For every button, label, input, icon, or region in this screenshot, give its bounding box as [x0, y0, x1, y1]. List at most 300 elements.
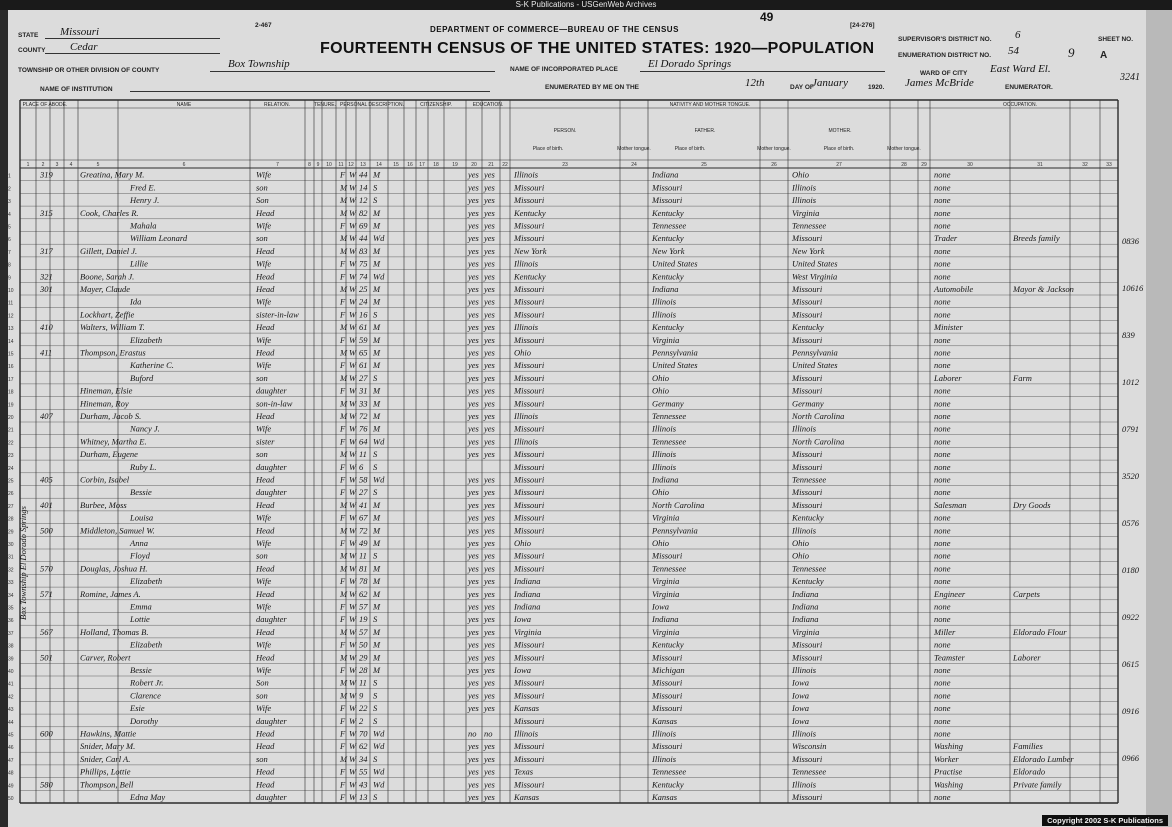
row-number: 15 [8, 351, 14, 358]
sex-value: M [340, 525, 348, 536]
race-value: W [349, 372, 357, 383]
enumerator-name: James McBride [905, 77, 974, 89]
township-value: Box Township [228, 58, 290, 70]
industry-value: Dry Goods [1013, 499, 1051, 510]
relation-value: Wife [256, 360, 272, 371]
incorporated-place-value: El Dorado Springs [648, 58, 732, 70]
sex-value: F [340, 741, 346, 752]
relation-value: Head [256, 474, 275, 485]
age-value: 11 [359, 449, 367, 460]
header-tenure: TENURE. [314, 102, 336, 108]
mother-birthplace-value: Missouri [792, 334, 823, 345]
person-name: Snider, Mary M. [80, 741, 136, 752]
relation-value: daughter [256, 461, 287, 472]
mother-birthplace-value: Pennsylvania [792, 347, 838, 358]
row-number: 30 [8, 542, 14, 548]
occupation-value: Worker [934, 753, 959, 764]
can-write-value: yes [484, 220, 495, 231]
can-read-value: yes [468, 411, 479, 421]
sex-value: F [340, 728, 346, 739]
column-number: 33 [1106, 162, 1112, 168]
person-name: Elizabeth [130, 639, 163, 650]
occupation-value: none [934, 360, 951, 371]
can-write-value: yes [484, 563, 495, 574]
person-name: Dorothy [130, 715, 159, 726]
column-number: 4 [69, 162, 73, 168]
header-occupation: OCCUPATION. [1003, 102, 1037, 108]
marital-status-value: Wd [373, 233, 385, 244]
father-birthplace-value: Virginia [652, 626, 680, 637]
enumeration-district-label: ENUMERATION DISTRICT NO. [898, 52, 992, 59]
person-name: Thompson, Bell [80, 779, 134, 790]
header-mother: MOTHER. [828, 128, 852, 134]
row-number: 3 [8, 199, 11, 206]
age-value: 19 [359, 614, 368, 625]
person-name: Anna [130, 538, 148, 548]
occupation-value: Practise [934, 766, 963, 777]
column-number: 3 [55, 162, 59, 168]
can-read-value: yes [468, 512, 479, 523]
father-birthplace-value: Virginia [652, 512, 680, 523]
marital-status-value: M [373, 360, 381, 371]
can-write-value: yes [484, 385, 495, 396]
relation-value: Head [256, 779, 275, 790]
relation-value: son [256, 550, 268, 561]
person-name: Durham, Jacob S. [80, 411, 142, 421]
incorporated-place-label: NAME OF INCORPORATED PLACE [510, 66, 618, 73]
marital-status-value: M [373, 296, 381, 307]
sex-value: M [340, 550, 348, 561]
person-name: Katherine C. [130, 360, 174, 371]
person-name: Hineman, Roy [80, 398, 129, 409]
father-birthplace-value: Ohio [652, 487, 669, 498]
can-read-value: yes [468, 677, 479, 688]
birthplace-value: Missouri [514, 309, 545, 320]
marital-status-value: S [373, 614, 378, 625]
occupation-value: none [934, 563, 951, 574]
age-value: 14 [359, 182, 368, 193]
industry-value: Eldorado Flour [1013, 626, 1067, 637]
mother-birthplace-value: United States [792, 360, 838, 371]
father-birthplace-value: Virginia [652, 576, 680, 587]
race-value: W [349, 512, 357, 523]
person-name: Elizabeth [130, 576, 163, 587]
can-read-value: yes [468, 626, 479, 637]
age-value: 41 [359, 499, 368, 510]
race-value: W [349, 182, 357, 193]
header-person: PERSON. [553, 128, 577, 134]
right-margin-note: 0180 [1122, 565, 1139, 575]
can-write-value: yes [484, 601, 495, 612]
can-read-value: yes [468, 550, 479, 561]
mother-birthplace-value: Virginia [792, 626, 820, 637]
birthplace-value: Indiana [514, 588, 541, 599]
sex-value: F [340, 220, 346, 231]
can-write-value: yes [484, 792, 495, 802]
race-value: W [349, 233, 357, 244]
can-write-value: yes [484, 322, 495, 333]
father-birthplace-value: Ohio [652, 372, 669, 383]
column-number: 11 [338, 162, 344, 168]
relation-value: son-in-law [256, 398, 293, 409]
race-value: W [349, 258, 357, 269]
birthplace-value: Ohio [514, 538, 531, 548]
can-read-value: yes [468, 614, 479, 625]
institution-label: NAME OF INSTITUTION [40, 86, 113, 93]
father-birthplace-value: Michigan [652, 665, 685, 675]
row-number: 39 [8, 656, 14, 663]
column-number: 7 [276, 162, 279, 168]
row-number: 35 [8, 605, 14, 612]
can-read-value: yes [468, 309, 479, 320]
row-number: 13 [8, 326, 14, 333]
race-value: W [349, 423, 357, 434]
can-write-value: yes [484, 182, 495, 193]
birthplace-value: Missouri [514, 423, 545, 434]
header-place-of-abode: PLACE OF ABODE. [22, 102, 68, 108]
row-number: 14 [8, 338, 14, 345]
race-value: W [349, 538, 357, 548]
marital-status-value: S [373, 195, 378, 206]
person-name: Ida [130, 296, 142, 307]
age-value: 70 [359, 728, 368, 739]
can-read-value: yes [468, 220, 479, 231]
relation-value: son [256, 372, 268, 383]
birthplace-value: Missouri [514, 296, 545, 307]
occupation-value: none [934, 690, 951, 701]
column-number: 9 [316, 162, 320, 168]
mother-birthplace-value: Illinois [792, 728, 817, 739]
can-write-value: yes [484, 665, 495, 675]
can-read-value: yes [468, 792, 479, 802]
occupation-value: none [934, 703, 951, 714]
column-number: 32 [1082, 162, 1088, 168]
can-write-value: yes [484, 576, 495, 587]
can-write-value: yes [484, 284, 495, 294]
occupation-value: Teamster [934, 652, 965, 663]
mother-birthplace-value: Indiana [792, 588, 819, 599]
sex-value: M [340, 322, 348, 333]
row-number: 40 [8, 669, 14, 675]
mother-birthplace-value: Missouri [792, 233, 823, 244]
can-read-value: yes [468, 423, 479, 434]
sex-value: F [340, 296, 346, 307]
row-number: 41 [8, 681, 14, 688]
can-write-value: yes [484, 703, 495, 714]
marital-status-value: M [373, 385, 381, 396]
marital-status-value: M [373, 576, 381, 587]
sex-value: F [340, 474, 346, 485]
industry-value: Eldorado Lumber [1013, 753, 1074, 764]
mother-birthplace-value: Missouri [792, 284, 823, 294]
dwelling-number: 571 [40, 588, 53, 599]
person-name: Mahala [130, 220, 157, 231]
age-value: 61 [359, 360, 368, 371]
father-birthplace-value: Indiana [652, 474, 679, 485]
person-name: Holland, Thomas B. [80, 626, 149, 637]
father-birthplace-value: Kentucky [652, 271, 684, 282]
occupation-value: none [934, 449, 951, 460]
can-read-value: yes [468, 690, 479, 701]
person-name: Fred E. [130, 182, 156, 193]
sex-value: M [340, 372, 348, 383]
age-value: 62 [359, 588, 368, 599]
person-name: Emma [130, 601, 152, 612]
father-birthplace-value: Tennessee [652, 766, 687, 777]
column-number: 14 [376, 162, 382, 168]
mother-birthplace-value: Missouri [792, 487, 823, 498]
right-margin-note: 0916 [1122, 706, 1139, 716]
relation-value: son [256, 233, 268, 244]
birthplace-value: New York [514, 245, 547, 256]
father-birthplace-value: Missouri [652, 677, 683, 688]
can-write-value: yes [484, 296, 495, 307]
race-value: W [349, 334, 357, 345]
row-number: 31 [8, 554, 14, 561]
relation-value: Head [256, 626, 275, 637]
person-name: Gillett, Daniel J. [80, 245, 138, 256]
can-write-value: yes [484, 309, 495, 320]
marital-status-value: S [373, 182, 378, 193]
sex-value: F [340, 360, 346, 371]
race-value: W [349, 398, 357, 409]
enumerator-label: ENUMERATOR. [1005, 84, 1053, 91]
header-nativity: NATIVITY AND MOTHER TONGUE. [669, 102, 751, 108]
column-number: 15 [393, 162, 399, 168]
birthplace-value: Missouri [514, 639, 545, 650]
marital-status-value: Wd [373, 436, 385, 447]
dwelling-number: 600 [40, 728, 53, 739]
father-birthplace-value: New York [652, 245, 685, 256]
can-write-value: yes [484, 207, 495, 218]
race-value: W [349, 779, 357, 790]
row-number: 36 [8, 618, 14, 625]
person-name: Corbin, Isabel [80, 474, 130, 485]
father-birthplace-value: Missouri [652, 195, 683, 206]
father-birthplace-value: Iowa [652, 601, 669, 612]
age-value: 57 [359, 626, 368, 637]
person-name: Esie [130, 703, 145, 714]
marital-status-value: M [373, 423, 381, 434]
relation-value: Head [256, 525, 275, 536]
father-birthplace-value: Tennessee [652, 563, 687, 574]
column-number: 27 [836, 162, 842, 168]
row-number: 49 [8, 783, 14, 790]
occupation-value: none [934, 423, 951, 434]
father-birthplace-value: Missouri [652, 182, 683, 193]
can-write-value: yes [484, 169, 495, 180]
column-number: 13 [360, 162, 366, 168]
age-value: 78 [359, 576, 368, 587]
occupation-value: none [934, 411, 951, 421]
marital-status-value: M [373, 639, 381, 650]
can-write-value: yes [484, 499, 495, 510]
marital-status-value: M [373, 322, 381, 333]
row-number: 33 [8, 580, 14, 587]
race-value: W [349, 715, 357, 726]
father-birthplace-value: Kentucky [652, 779, 684, 790]
birthplace-value: Missouri [514, 652, 545, 663]
dwelling-number: 410 [40, 322, 53, 333]
person-name: Carver, Robert [80, 652, 131, 663]
age-value: 12 [359, 195, 368, 206]
dwelling-number: 401 [40, 499, 53, 510]
dwelling-number: 405 [40, 474, 53, 485]
sex-value: F [340, 715, 346, 726]
birthplace-value: Missouri [514, 461, 545, 472]
father-birthplace-value: Pennsylvania [652, 525, 698, 536]
marital-status-value: S [373, 487, 378, 498]
relation-value: Head [256, 588, 275, 599]
person-name: Henry J. [130, 195, 160, 206]
birthplace-value: Texas [514, 766, 534, 777]
row-number: 45 [8, 732, 14, 739]
race-value: W [349, 449, 357, 460]
relation-value: Head [256, 245, 275, 256]
relation-value: Head [256, 766, 275, 777]
supervisor-district-value: 6 [1015, 29, 1021, 41]
person-name: Louisa [130, 512, 154, 523]
can-read-value: yes [468, 271, 479, 282]
marital-status-value: Wd [373, 728, 385, 739]
state-value: Missouri [60, 26, 100, 38]
age-value: 44 [359, 233, 368, 244]
can-read-value: yes [468, 284, 479, 294]
birthplace-value: Missouri [514, 487, 545, 498]
father-birthplace-value: Illinois [652, 449, 677, 460]
occupation-value: none [934, 309, 951, 320]
row-number: 44 [8, 719, 14, 726]
person-name: William Leonard [130, 233, 188, 244]
birthplace-value: Missouri [514, 499, 545, 510]
column-number: 30 [967, 162, 973, 168]
right-margin-note: 1012 [1122, 377, 1139, 387]
race-value: W [349, 245, 357, 256]
mother-birthplace-value: Illinois [792, 779, 817, 790]
father-birthplace-value: Germany [652, 398, 684, 409]
age-value: 16 [359, 309, 368, 320]
relation-value: son [256, 449, 268, 460]
can-read-value: yes [468, 207, 479, 218]
can-read-value: yes [468, 563, 479, 574]
can-write-value: yes [484, 626, 495, 637]
relation-value: daughter [256, 385, 287, 396]
row-number: 5 [8, 224, 11, 231]
occupation-value: Trader [934, 233, 958, 244]
father-birthplace-value: Kentucky [652, 322, 684, 333]
occupation-value: none [934, 614, 951, 625]
industry-value: Private family [1013, 779, 1062, 790]
relation-value: Son [256, 677, 269, 688]
occupation-value: Washing [934, 779, 963, 790]
person-name: Durham, Eugene [80, 449, 138, 460]
occupation-value: none [934, 271, 951, 282]
industry-value: Breeds family [1013, 233, 1060, 244]
mother-birthplace-value: Missouri [792, 792, 823, 802]
row-number: 4 [8, 211, 11, 218]
relation-value: Head [256, 741, 275, 752]
race-value: W [349, 690, 357, 701]
right-margin-note: 0966 [1122, 753, 1139, 763]
age-value: 6 [359, 461, 364, 472]
birthplace-value: Missouri [514, 182, 545, 193]
race-value: W [349, 411, 357, 421]
birthplace-value: Missouri [514, 690, 545, 701]
marital-status-value: M [373, 284, 381, 294]
page-number: 49 [760, 10, 774, 24]
age-value: 11 [359, 550, 367, 561]
sex-value: M [340, 182, 348, 193]
can-read-value: yes [468, 665, 479, 675]
can-read-value: yes [468, 487, 479, 498]
row-number: 48 [8, 770, 14, 777]
race-value: W [349, 436, 357, 447]
marital-status-value: Wd [373, 271, 385, 282]
birthplace-value: Missouri [514, 385, 545, 396]
occupation-value: none [934, 677, 951, 688]
can-write-value: yes [484, 423, 495, 434]
can-read-value: yes [468, 538, 479, 548]
race-value: W [349, 728, 357, 739]
can-read-value: yes [468, 347, 479, 358]
occupation-value: Laborer [934, 372, 962, 383]
occupation-value: none [934, 195, 951, 206]
age-value: 61 [359, 322, 368, 333]
marital-status-value: Wd [373, 766, 385, 777]
header-person-mother-tongue: Mother tongue. [617, 146, 651, 152]
marital-status-value: Wd [373, 741, 385, 752]
birthplace-value: Indiana [514, 601, 541, 612]
occupation-value: none [934, 665, 951, 675]
mother-birthplace-value: Illinois [792, 525, 817, 536]
race-value: W [349, 576, 357, 587]
sex-value: F [340, 487, 346, 498]
department-heading: DEPARTMENT OF COMMERCE—BUREAU OF THE CENSUS [430, 25, 679, 34]
father-birthplace-value: Illinois [652, 309, 677, 320]
industry-value: Eldorado [1013, 766, 1046, 777]
race-value: W [349, 271, 357, 282]
sex-value: M [340, 233, 348, 244]
person-name: Lockhart, Zeffie [80, 309, 135, 320]
mother-birthplace-value: Missouri [792, 652, 823, 663]
occupation-value: Washing [934, 741, 963, 752]
birthplace-value: Missouri [514, 334, 545, 345]
marital-status-value: S [373, 677, 378, 688]
can-read-value: yes [468, 779, 479, 790]
birthplace-value: Ohio [514, 347, 531, 358]
age-value: 64 [359, 436, 368, 447]
person-name: Romine, James A. [80, 588, 141, 599]
right-margin-note: 0615 [1122, 659, 1139, 669]
can-read-value: yes [468, 449, 479, 460]
relation-value: daughter [256, 792, 287, 802]
mother-birthplace-value: Illinois [792, 195, 817, 206]
relation-value: Wife [256, 639, 272, 650]
person-name: Buford [130, 372, 154, 383]
industry-value: Families [1013, 741, 1043, 752]
can-write-value: yes [484, 411, 495, 421]
column-number: 20 [471, 162, 477, 168]
occupation-value: none [934, 169, 951, 180]
relation-value: Wife [256, 423, 272, 434]
header-personal-description: PERSONAL DESCRIPTION. [340, 102, 404, 108]
can-read-value: yes [468, 182, 479, 193]
race-value: W [349, 792, 357, 802]
row-number: 12 [8, 313, 14, 320]
mother-birthplace-value: Illinois [792, 423, 817, 434]
can-write-value: yes [484, 233, 495, 244]
row-number: 46 [8, 745, 14, 752]
